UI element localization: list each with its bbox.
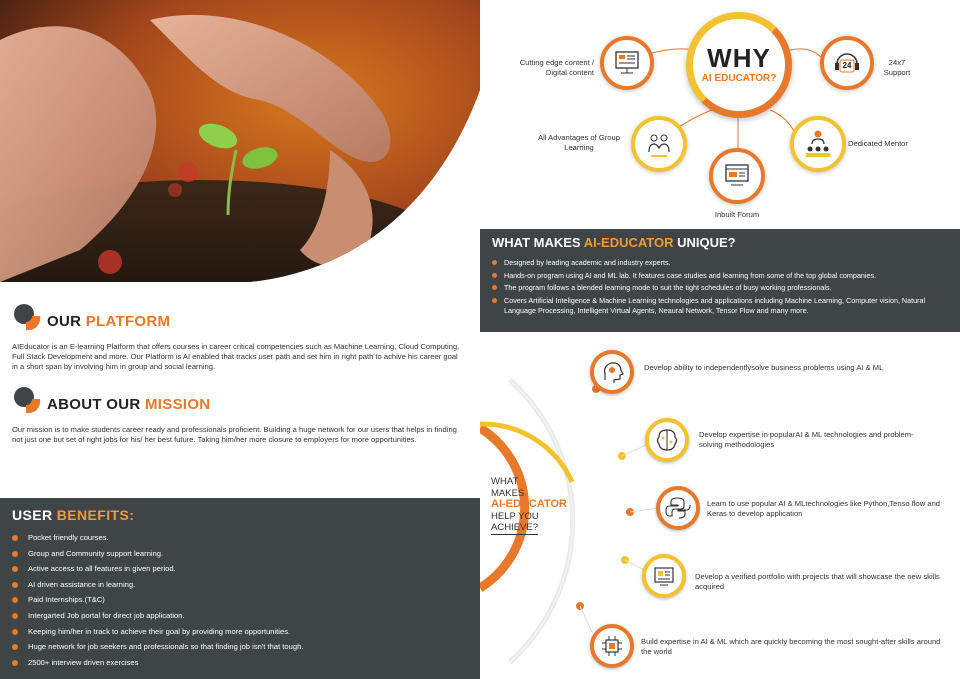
why-center-circle [686, 12, 792, 118]
benefit-item [12, 595, 303, 611]
benefit-text: Active access to all features in given period. [28, 564, 176, 574]
unique-item [492, 271, 946, 281]
benefits-title-accent: BENEFITS: [56, 507, 135, 523]
why-item-group [631, 116, 687, 172]
brain-head-icon [594, 354, 630, 390]
achieve-item-4-text: Develop a verified portfolio with projects that will showcase the new skills acquired [695, 572, 940, 591]
achieve-center-line4: ACHIEVE? [491, 522, 538, 533]
bullet-icon [12, 644, 18, 650]
achieve-item-4-circle [642, 554, 686, 598]
bullet-icon [492, 260, 497, 265]
bullet-icon [12, 566, 18, 572]
benefit-text: Huge network for job seekers and professionals so that finding job isn't that tough. [28, 642, 304, 652]
unique-item [492, 258, 946, 268]
user-benefits-panel [0, 498, 480, 679]
benefit-text: Pocket friendly courses. [28, 533, 109, 542]
platform-title [47, 313, 170, 330]
why-section [480, 0, 960, 229]
why-item-mentor-label: Dedicated Mentor [848, 139, 908, 148]
benefit-text: Keeping him/her in track to achieve their goal by providing more opportunities. [28, 626, 291, 636]
why-item-content [600, 36, 654, 90]
content-icon [604, 40, 650, 86]
benefit-item [12, 611, 303, 627]
benefit-text: Group and Community support learning. [28, 548, 164, 558]
why-item-group-label: All Advantages of Group Learning [538, 133, 620, 152]
mission-title-plain: ABOUT OUR [47, 396, 145, 413]
achieve-item-2-circle [645, 418, 689, 462]
why-item-content-label: Cutting edge content / Digital content [519, 58, 594, 77]
mission-title-accent: MISSION [145, 396, 211, 413]
achieve-center-accent: AI-EDUCATOR [491, 498, 567, 510]
unique-panel [480, 229, 960, 332]
headset-badge: 24 [842, 61, 852, 70]
benefits-title [12, 507, 134, 523]
benefit-text: Paid Internships.(T&C) [28, 595, 105, 605]
bullet-icon [12, 535, 18, 541]
unique-text: Covers Artificial Inteligence & Machine Learning technologies and applications including Machine Learning, Computer vision, Natural Language Processing, Intelligent Virtual Agents, Neaural Network, Tensor Flow and many more. [504, 295, 926, 315]
achieve-item-3-text: Learn to use popular AI & MLtechnologies like Python,Tenso flow and Keras to develop application [707, 499, 941, 518]
platform-section-icon [12, 302, 40, 330]
benefit-item [12, 580, 303, 596]
mission-text: Our mission is to make students career ready and professionals proficient. Building a huge network for our users that helps in finding not just one but set of right jobs for his/ her best future. Taking him/her more closure to employers for more opportunities. [12, 425, 457, 444]
why-item-support [820, 36, 874, 90]
achieve-center-line3: HELP YOU [491, 510, 539, 522]
achieve-item-5-circle [590, 624, 634, 668]
forum-icon [713, 152, 761, 200]
unique-text: Hands-on program using AI and ML lab. It features case studies and learning from some of the top global companies. [504, 270, 877, 280]
bullet-icon [12, 629, 18, 635]
benefit-text: AI driven assistance in learning. [28, 579, 136, 589]
why-subtitle: AI EDUCATOR? [701, 73, 777, 84]
unique-title-end: UNIQUE? [673, 235, 736, 250]
benefit-item [12, 627, 303, 643]
platform-title-accent: PLATFORM [85, 313, 171, 330]
bullet-icon [12, 613, 18, 619]
python-icon [660, 490, 696, 526]
benefits-list [12, 533, 303, 673]
achieve-center-text [491, 476, 581, 535]
portfolio-icon [646, 558, 682, 594]
why-item-forum [709, 148, 765, 204]
brain-icon [649, 422, 685, 458]
mission-section-icon [12, 385, 40, 413]
benefit-item [12, 549, 303, 565]
unique-text: The program follows a blended learning mode to suit the tight schedules of busy working professionals. [504, 283, 832, 292]
unique-title-plain: WHAT MAKES [492, 235, 584, 250]
group-icon [635, 120, 683, 168]
unique-title-accent: AI-EDUCATOR [583, 235, 674, 250]
benefit-item [12, 658, 303, 674]
unique-list [492, 258, 946, 318]
bullet-icon [12, 597, 18, 603]
mentor-icon [794, 120, 842, 168]
bullet-icon [492, 285, 497, 290]
platform-text: AIEducator is an E-learning Platform that offers courses in career critical competencies such as Machine Learning, Cloud Computing, Full Stack Development and more. Our Platform is AI enabled that tracks user path and set him in right path to achive his career goal in a short span by involving him in group and social learning. [12, 342, 460, 371]
unique-item [492, 283, 946, 293]
hero-image [0, 0, 480, 282]
unique-title [492, 235, 736, 250]
benefit-item [12, 642, 303, 658]
achieve-item-2-text: Develop expertise in popularAI & ML technologies and problem-solving methodologies [699, 430, 914, 449]
platform-title-plain: OUR [47, 313, 86, 330]
bullet-icon [12, 660, 18, 666]
achieve-item-5-text: Build expertise in AI & ML which are quickly becoming the most sought-after skills around the world [641, 637, 941, 656]
bullet-icon [492, 298, 497, 303]
achieve-item-3-circle [656, 486, 700, 530]
chip-icon [594, 628, 630, 664]
benefit-text: Intergarted Job portal for direct job application. [28, 610, 185, 620]
benefits-title-plain: USER [12, 507, 57, 523]
benefit-item [12, 533, 303, 549]
unique-item [492, 296, 946, 316]
achieve-center-line2: MAKES [491, 487, 525, 499]
bullet-icon [12, 551, 18, 557]
why-title: WHY [707, 43, 771, 73]
benefit-text: 2500+ interview driven exercises [28, 657, 139, 667]
bullet-icon [492, 273, 497, 278]
why-item-forum-label: Inbuilt Forum [714, 210, 760, 219]
achieve-item-1-circle [590, 350, 634, 394]
achieve-center-line1: WHAT [491, 476, 519, 487]
why-item-mentor [790, 116, 846, 172]
benefit-item [12, 564, 303, 580]
achieve-item-1-text: Develop ability to independentlysolve business problems using AI & ML [644, 363, 884, 372]
unique-text: Designed by leading academic and industry experts. [504, 258, 671, 267]
why-item-support-label: 24x7 Support [883, 58, 911, 77]
bullet-icon [12, 582, 18, 588]
mission-title [47, 396, 210, 413]
achieve-section [480, 332, 960, 679]
